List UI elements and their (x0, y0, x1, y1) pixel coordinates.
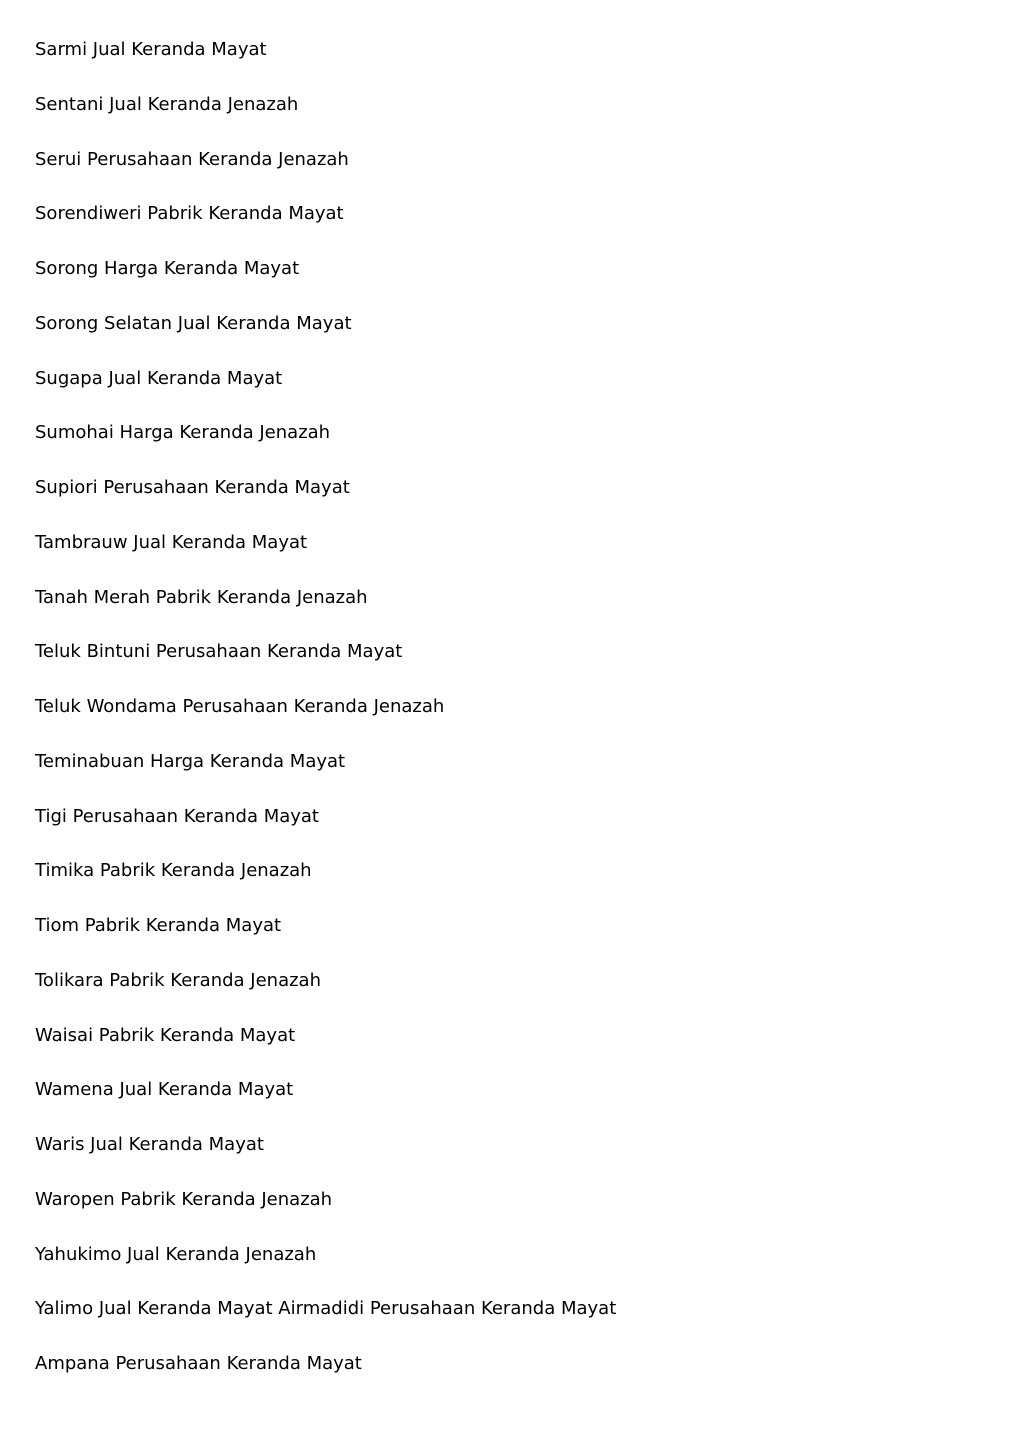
text-line: Tolikara Pabrik Keranda Jenazah (35, 969, 321, 991)
text-line: Sorendiweri Pabrik Keranda Mayat (35, 203, 344, 225)
text-line: Wamena Jual Keranda Mayat (35, 1079, 294, 1101)
text-line: Sorong Selatan Jual Keranda Mayat (35, 312, 352, 334)
text-line: Teluk Wondama Perusahaan Keranda Jenazah (35, 696, 445, 717)
text-line: Sugapa Jual Keranda Mayat (35, 367, 283, 389)
text-line: Tiom Pabrik Keranda Mayat (35, 915, 282, 936)
text-line: Teluk Bintuni Perusahaan Keranda Mayat (35, 641, 403, 663)
text-line: Sarmi Jual Keranda Mayat (35, 39, 267, 60)
text-line: Sorong Harga Keranda Mayat (35, 258, 300, 279)
text-line-list (35, 38, 995, 1407)
text-line: Yalimo Jual Keranda Mayat Airmadidi Perusahaan Keranda Mayat (35, 1298, 617, 1320)
text-line: Teminabuan Harga Keranda Mayat (35, 750, 346, 772)
text-line: Timika Pabrik Keranda Jenazah (35, 860, 312, 882)
text-line: Serui Perusahaan Keranda Jenazah (35, 148, 349, 170)
text-line: Ampana Perusahaan Keranda Mayat (35, 1353, 362, 1374)
text-line: Supiori Perusahaan Keranda Mayat (35, 477, 350, 498)
text-line: Sentani Jual Keranda Jenazah (35, 93, 299, 115)
text-line: Waropen Pabrik Keranda Jenazah (35, 1188, 333, 1210)
text-line: Waris Jual Keranda Mayat (35, 1134, 264, 1155)
text-line: Waisai Pabrik Keranda Mayat (35, 1024, 296, 1046)
text-line: Yahukimo Jual Keranda Jenazah (35, 1243, 317, 1265)
text-line: Tanah Merah Pabrik Keranda Jenazah (35, 586, 368, 608)
text-line: Tambrauw Jual Keranda Mayat (35, 531, 308, 553)
text-line: Tigi Perusahaan Keranda Mayat (35, 805, 319, 827)
text-line: Sumohai Harga Keranda Jenazah (35, 422, 331, 444)
